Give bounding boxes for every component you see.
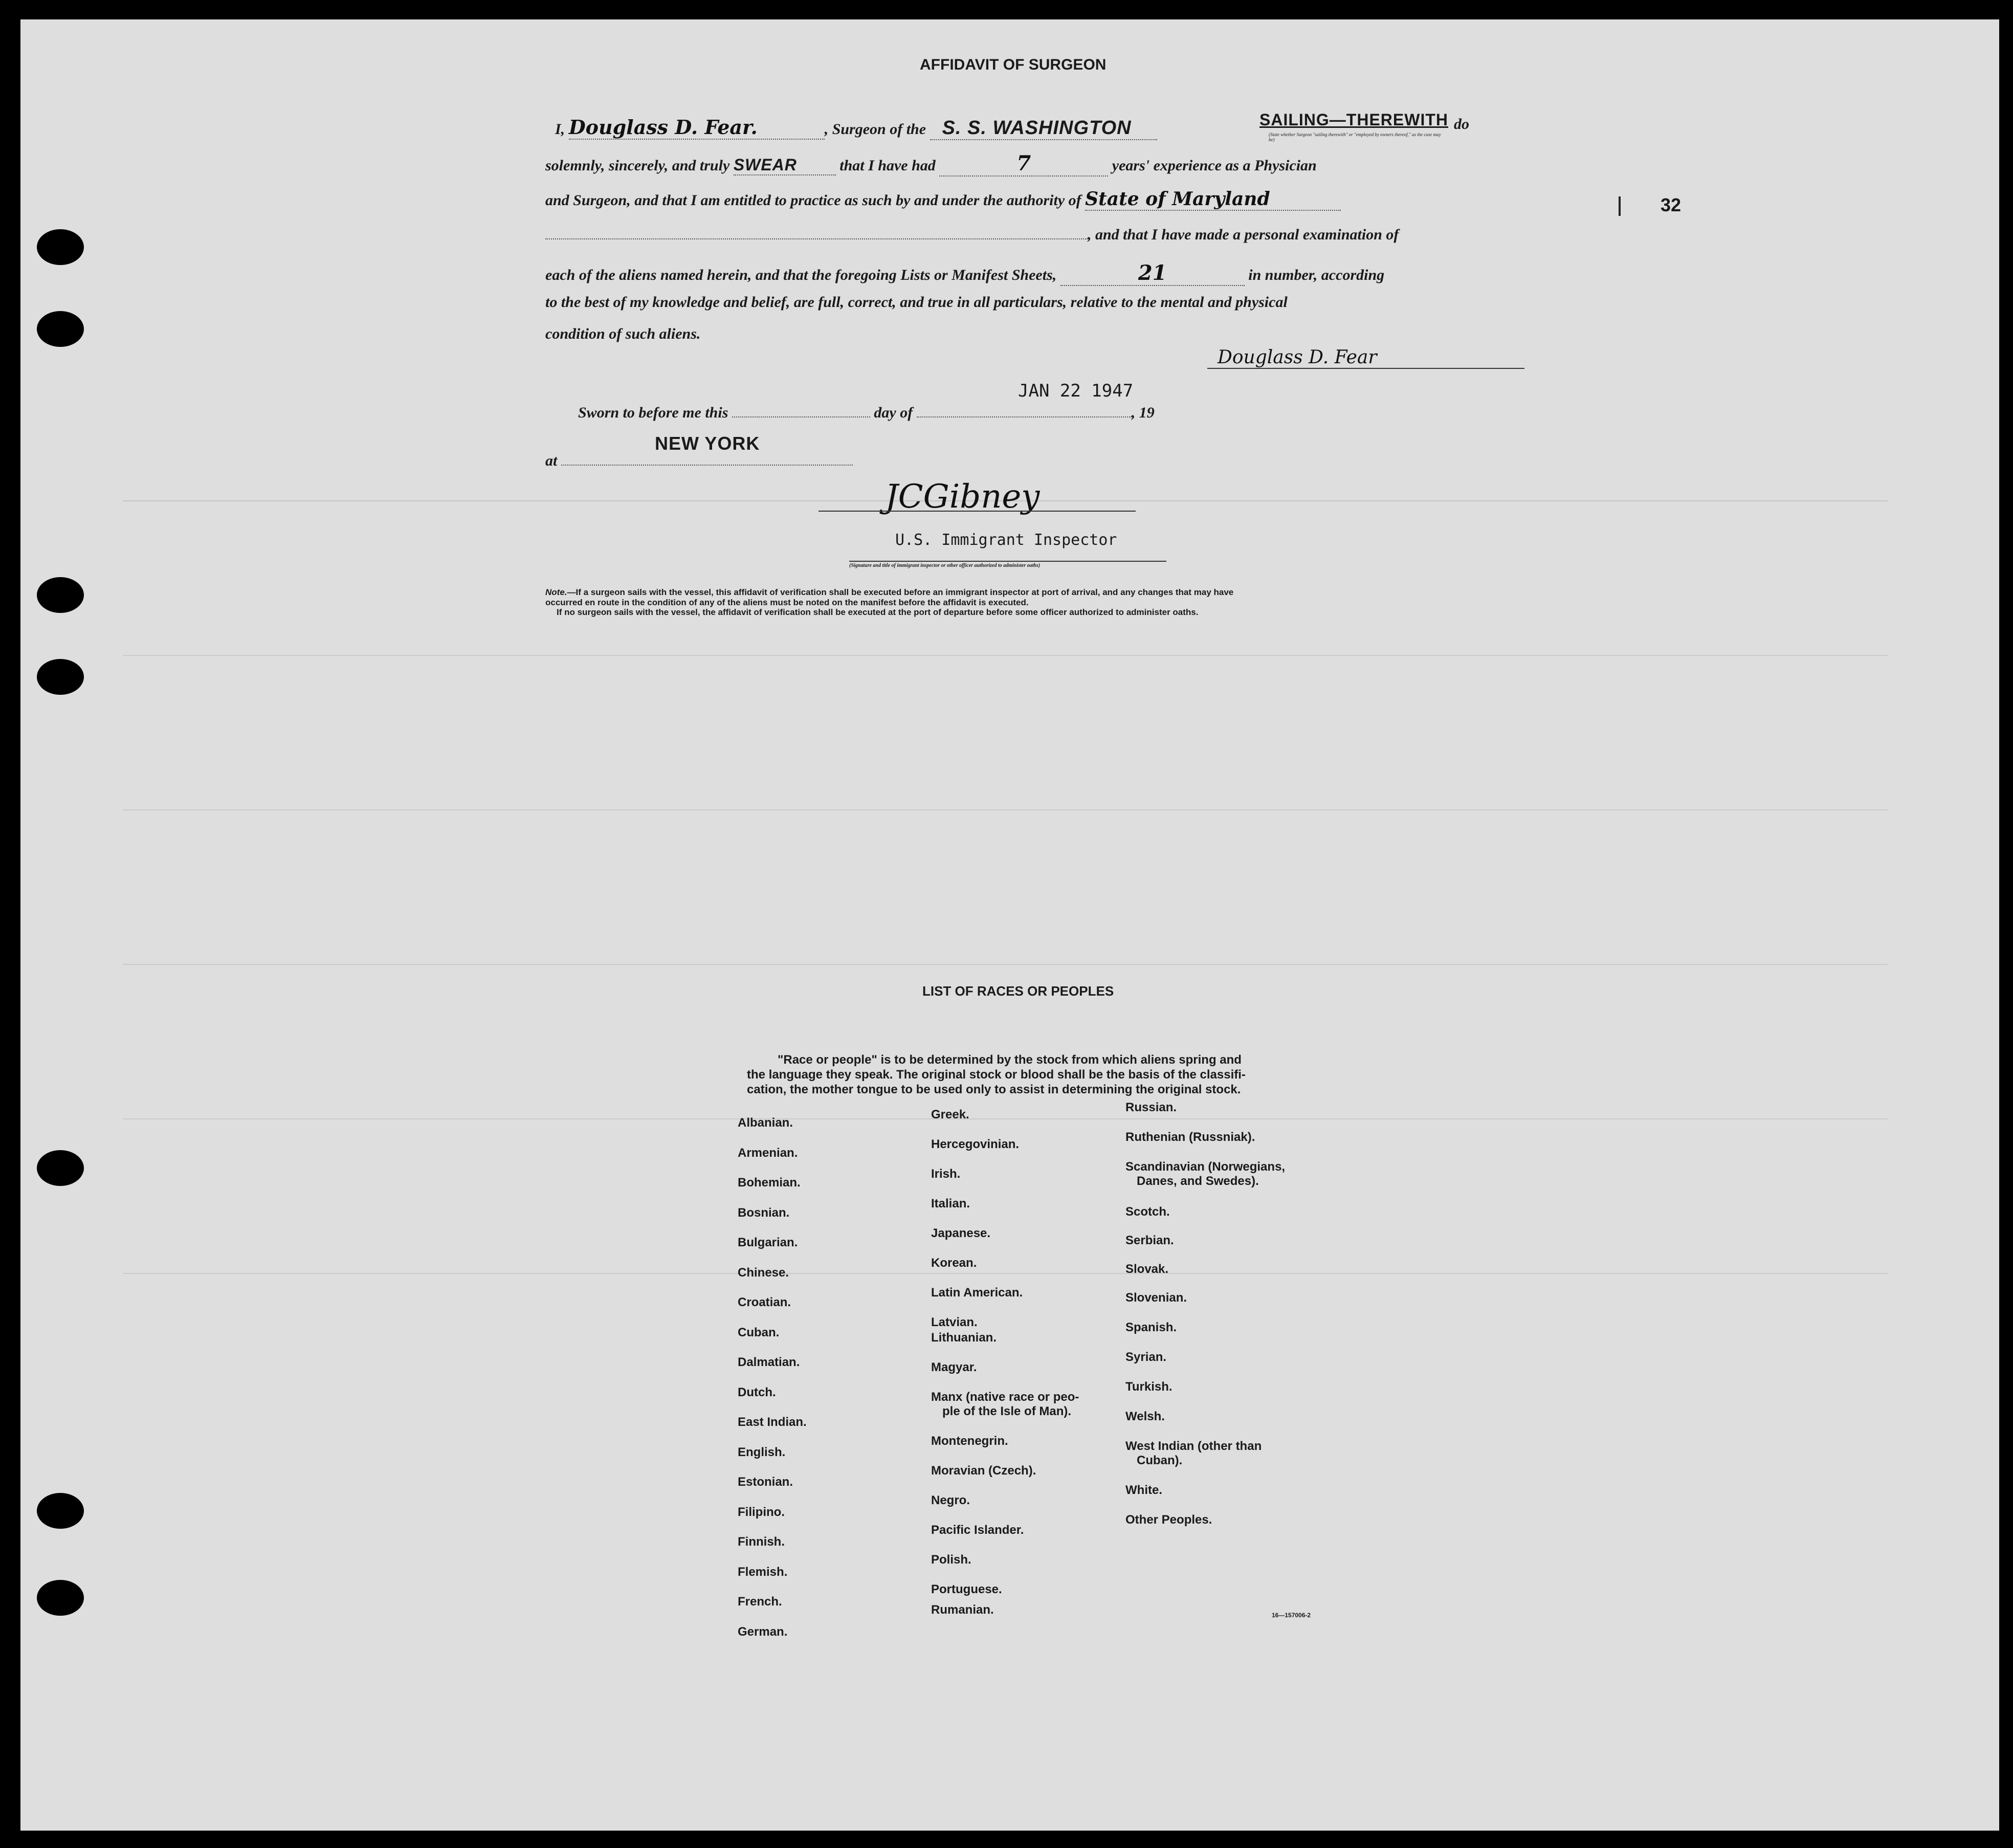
day-blank (732, 416, 870, 417)
race-item: Syrian. (1125, 1350, 1167, 1364)
note-text-1: —If a surgeon sails with the vessel, this affidavit of verification shall be executed before an immigrant inspector at port of arrival, and any changes that may have (567, 587, 1234, 597)
race-item: Lithuanian. (931, 1331, 997, 1345)
affidavit-title: AFFIDAVIT OF SURGEON (920, 56, 1107, 73)
personal-exam-label: , and that I have made a personal examination of (1088, 226, 1399, 243)
race-item: Spanish. (1125, 1321, 1177, 1334)
swear-word: SWEAR (734, 156, 836, 175)
race-item: Serbian. (1125, 1234, 1174, 1247)
race-item: Scandinavian (Norwegians, (1125, 1160, 1286, 1174)
affidavit-line-2 (545, 151, 1317, 177)
sworn-label: Sworn to before me this (578, 404, 728, 421)
race-item: Cuban. (738, 1325, 780, 1339)
races-title: LIST OF RACES OR PEOPLES (922, 983, 1114, 999)
races-intro-line-3: cation, the mother tongue to be used only to assist in determining the original stock. (747, 1082, 1241, 1096)
race-item: Bulgarian. (738, 1236, 798, 1249)
affidavit-line-5 (545, 261, 1384, 286)
race-item: Magyar. (931, 1360, 977, 1374)
page-number: 32 (1661, 194, 1682, 215)
pronoun-i: I, (555, 121, 565, 138)
punch-hole (37, 311, 84, 347)
race-item: Russian. (1125, 1101, 1177, 1114)
affidavit-line-1 (555, 116, 1157, 140)
day-of-label: day of (874, 404, 913, 421)
surgeon-name: Douglass D. Fear. (569, 116, 825, 140)
races-column-3 (1125, 1101, 1285, 1534)
race-item: French. (738, 1595, 782, 1609)
race-item: Pacific Islander. (931, 1523, 1024, 1537)
punch-hole (37, 1580, 84, 1616)
race-item: Cuban). (1137, 1454, 1183, 1467)
affidavit-line-7: condition of such aliens. (545, 325, 701, 342)
race-item: Hercegovinian. (931, 1137, 1020, 1151)
blank-line (545, 238, 1088, 239)
race-item: Filipino. (738, 1505, 785, 1519)
punch-hole (37, 1150, 84, 1186)
race-item: Bohemian. (738, 1176, 801, 1190)
at-line (545, 452, 853, 470)
race-item: Manx (native race or peo- (931, 1390, 1079, 1404)
form-number: 16—157006-2 (1272, 1612, 1311, 1619)
race-item: West Indian (other than (1125, 1439, 1262, 1453)
years-experience-label: years' experience as a Physician (1112, 157, 1317, 174)
year-19-label: , 19 (1131, 404, 1155, 421)
race-item: Finnish. (738, 1535, 785, 1549)
race-item: East Indian. (738, 1415, 807, 1429)
years-count: 7 (939, 151, 1108, 177)
authority-state: State of Maryland (1085, 188, 1341, 211)
surgeon-of-label: , Surgeon of the (824, 121, 926, 138)
inspector-signature-line (819, 511, 1136, 512)
race-item: Greek. (931, 1108, 969, 1121)
affidavit-line-4 (545, 226, 1399, 244)
race-item: Portuguese. (931, 1582, 1002, 1596)
do-label: do (1454, 116, 1469, 133)
month-blank (917, 416, 1132, 417)
date-stamp: JAN 22 1947 (1018, 381, 1134, 401)
races-intro-line-1: "Race or people" is to be determined by the stock from which aliens spring and (778, 1053, 1242, 1067)
vessel-name: S. S. WASHINGTON (930, 117, 1157, 140)
race-item: Polish. (931, 1553, 971, 1567)
race-item: Slovak. (1125, 1262, 1169, 1276)
sailing-note: (State whether Surgeon "sailing therewith" or "employed by owners thereof," as the case may be) (1269, 132, 1441, 142)
race-item: Flemish. (738, 1565, 788, 1579)
race-item: Slovenian. (1125, 1291, 1187, 1305)
note-line-3: If no surgeon sails with the vessel, the affidavit of verification shall be executed at the port of departure before some officer authorized to administer oaths. (557, 607, 1199, 618)
race-item: Croatian. (738, 1295, 791, 1309)
sailing-status: SAILING—THEREWITH (1259, 111, 1448, 129)
race-item: Bosnian. (738, 1205, 790, 1220)
note-line-1 (545, 587, 1233, 598)
affidavit-line-3 (545, 188, 1341, 211)
affidavit-note (545, 587, 1233, 618)
races-column-2 (931, 1108, 1079, 1624)
at-label: at (545, 452, 558, 469)
race-item: Italian. (931, 1197, 970, 1211)
and-surgeon-label: and Surgeon, and that I am entitled to practice as such by and under the authority of (545, 192, 1081, 209)
punch-hole (37, 577, 84, 613)
race-item: Welsh. (1125, 1410, 1165, 1423)
manifest-sheet (20, 19, 1999, 1831)
race-item: Estonian. (738, 1475, 793, 1489)
surgeon-signature: Douglass D. Fear (1207, 347, 1524, 369)
sheet-count: 21 (1060, 261, 1245, 286)
race-item: Turkish. (1125, 1380, 1173, 1394)
race-item: Latin American. (931, 1286, 1023, 1300)
race-item: Irish. (931, 1167, 961, 1181)
race-item: Chinese. (738, 1265, 789, 1280)
race-item: Other Peoples. (1125, 1513, 1212, 1527)
margin-tick (1619, 196, 1621, 216)
note-line-2: occurred en route in the condition of any of the aliens must be noted on the manifest before the affidavit is executed. (545, 597, 1029, 607)
race-item: Ruthenian (Russniak). (1125, 1130, 1255, 1144)
in-number-label: in number, according (1248, 267, 1385, 283)
solemnly-label: solemnly, sincerely, and truly (545, 157, 730, 174)
that-i-have-had-label: that I have had (839, 157, 936, 174)
race-item: Danes, and Swedes). (1137, 1174, 1259, 1188)
place-name: NEW YORK (655, 433, 760, 454)
races-column-1 (738, 1108, 807, 1647)
punch-hole (37, 659, 84, 695)
race-item: Armenian. (738, 1146, 798, 1160)
inspector-signature: JCGibney (885, 478, 1040, 516)
note-label: Note. (545, 587, 567, 597)
race-item: Scotch. (1125, 1205, 1170, 1219)
races-intro (747, 1053, 1246, 1097)
inspector-title: U.S. Immigrant Inspector (895, 531, 1117, 549)
place-blank (561, 465, 853, 466)
race-item: ple of the Isle of Man). (942, 1404, 1072, 1418)
affidavit-line-6: to the best of my knowledge and belief, are full, correct, and true in all particulars, relative to the mental and physical (545, 294, 1288, 311)
race-item: German. (738, 1624, 788, 1639)
each-alien-label: each of the aliens named herein, and that the foregoing Lists or Manifest Sheets, (545, 267, 1057, 283)
race-item: Negro. (931, 1493, 970, 1507)
race-item: Moravian (Czech). (931, 1464, 1036, 1478)
race-item: Korean. (931, 1256, 977, 1270)
inspector-subtitle: (Signature and title of immigrant inspector or other officer authorized to administer oaths) (849, 563, 1041, 568)
races-intro-line-2: the language they speak. The original stock or blood shall be the basis of the classifi- (747, 1067, 1246, 1082)
inspector-title-line (849, 561, 1166, 562)
race-item: Dalmatian. (738, 1355, 800, 1369)
race-item: White. (1125, 1483, 1162, 1497)
punch-hole (37, 1493, 84, 1529)
sworn-line (578, 404, 1155, 422)
race-item: Montenegrin. (931, 1434, 1008, 1448)
race-item: Dutch. (738, 1385, 776, 1399)
race-item: Latvian. (931, 1315, 978, 1329)
race-item: Japanese. (931, 1226, 991, 1240)
race-item: Rumanian. (931, 1603, 994, 1617)
race-item: English. (738, 1445, 786, 1459)
race-item: Albanian. (738, 1116, 793, 1130)
punch-hole (37, 229, 84, 265)
